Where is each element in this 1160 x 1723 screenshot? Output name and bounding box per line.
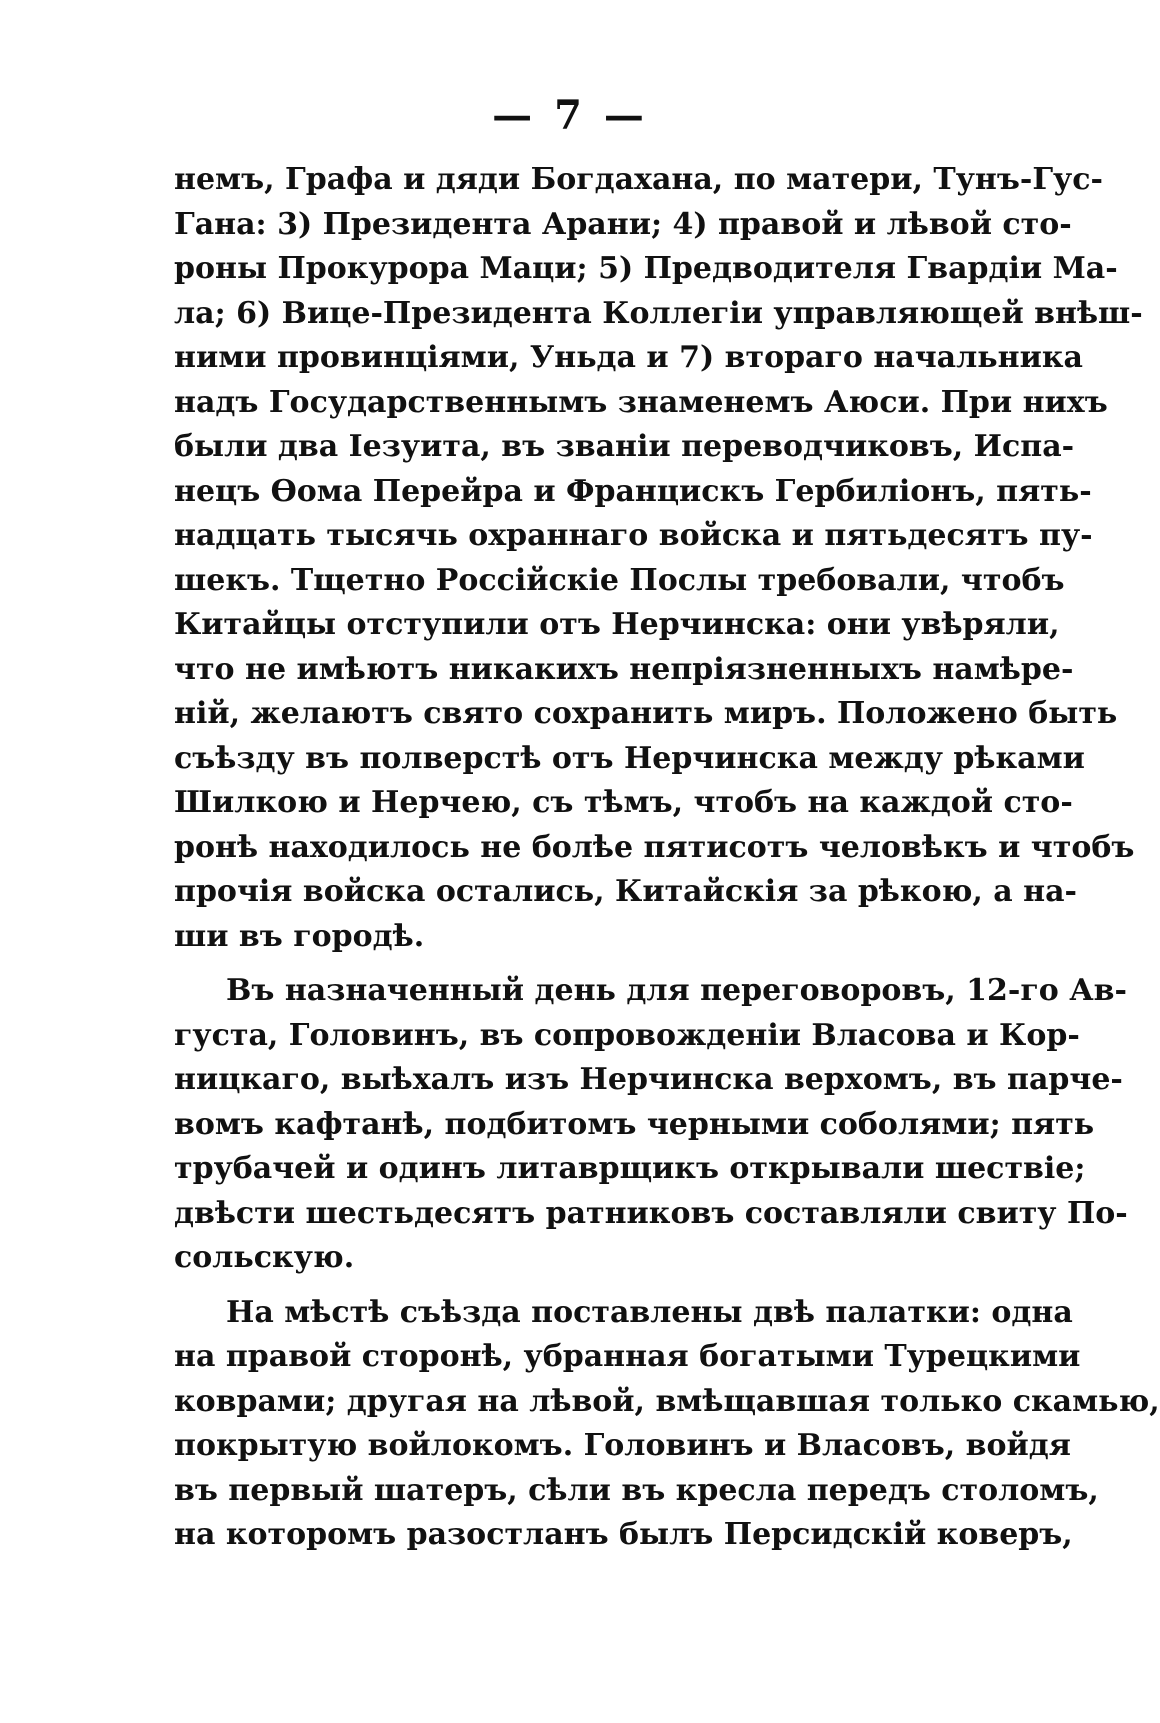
text-line: на которомъ разостланъ былъ Персидскій коверъ, [174, 1517, 1073, 1552]
text-line: трубачей и одинъ литаврщикъ открывали шествіе; [174, 1151, 1086, 1186]
text-line: сольскую. [174, 1240, 355, 1275]
text-line: въ первый шатеръ, сѣли въ кресла передъ столомъ, [174, 1472, 1099, 1508]
text-line: прочія войска остались, Китайскія за рѣкою, а на- [174, 874, 1077, 909]
text-line: роны Прокурора Маци; 5) Предводителя Гвардіи Ма- [174, 251, 1118, 286]
text-line: на правой сторонѣ, убранная богатыми Турецкими [174, 1339, 1081, 1374]
text-line: ницкаго, выѣхалъ изъ Нерчинска верхомъ, въ парче- [174, 1062, 1123, 1097]
text-line: двѣсти шестьдесятъ ратниковъ составляли свиту По- [174, 1195, 1128, 1231]
text-line: что не имѣютъ никакихъ непріязненныхъ намѣре- [174, 651, 1074, 687]
text-line: На мѣстѣ съѣзда поставлены двѣ палатки: одна [226, 1294, 1073, 1330]
text-line: Китайцы отступили отъ Нерчинска: они увѣряли, [174, 607, 1060, 642]
text-line: немъ, Графа и дяди Богдахана, по матери, Тунъ-Гус- [174, 162, 1103, 197]
text-line: были два Іезуита, въ званіи переводчиковъ, Испа- [174, 429, 1075, 464]
text-line: съѣзду въ полверстѣ отъ Нерчинска между рѣками [174, 740, 1085, 776]
text-line: ними провинціями, Уньда и 7) втораго начальника [174, 340, 1083, 375]
text-line: ронѣ находилось не болѣе пятисотъ человѣкъ и чтобъ [174, 829, 1135, 865]
text-line: Въ назначенный день для переговоровъ, 12-го Ав- [226, 973, 1127, 1008]
page-number: — 7 — [492, 92, 648, 139]
text-line: ла; 6) Вице-Президента Коллегіи управляющей внѣш- [174, 295, 1143, 331]
text-line: вомъ кафтанѣ, подбитомъ черными соболями; пять [174, 1106, 1095, 1142]
paragraph-3 [174, 1291, 1160, 1558]
text-line: ній, желаютъ свято сохранить миръ. Положено быть [174, 696, 1118, 731]
text-line: надъ Государственнымъ знаменемъ Аюси. При нихъ [174, 384, 1108, 420]
paragraph-1 [174, 158, 1143, 959]
text-line: надцать тысячь охраннаго войска и пятьдесятъ пу- [174, 518, 1093, 553]
text-line: нецъ Ѳома Перейра и Францискъ Гербиліонъ, пять- [174, 473, 1092, 509]
text-line: ши въ городѣ. [174, 918, 425, 954]
text-line: шекъ. Тщетно Россійскіе Послы требовали, чтобъ [174, 562, 1065, 598]
body-text [174, 158, 1160, 1558]
paragraph-2 [174, 969, 1128, 1281]
text-line: Шилкою и Нерчею, съ тѣмъ, чтобъ на каждой сто- [174, 785, 1073, 820]
text-line: Гана: 3) Президента Арани; 4) правой и лѣвой сто- [174, 206, 1072, 242]
text-line: коврами; другая на лѣвой, вмѣщавшая только скамью, [174, 1383, 1160, 1419]
text-line: густа, Головинъ, въ сопровожденіи Власова и Кор- [174, 1017, 1080, 1053]
text-line: покрытую войлокомъ. Головинъ и Власовъ, войдя [174, 1428, 1071, 1463]
